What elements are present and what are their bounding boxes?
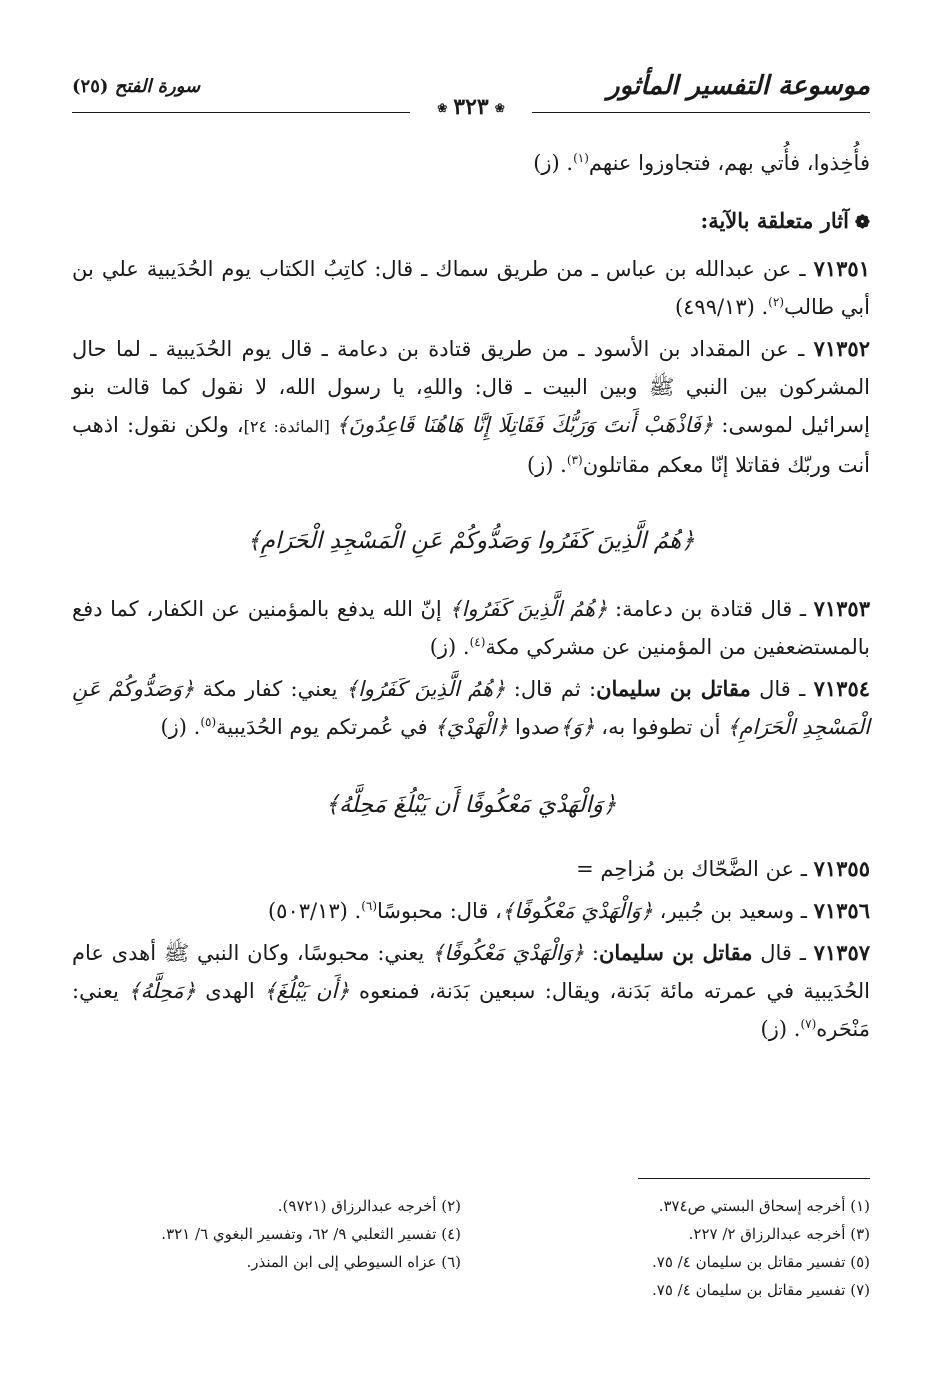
paragraph-tail: . (ز): [533, 151, 574, 175]
paragraph-text: ـ قال: [750, 677, 814, 701]
athar-7356: [72, 892, 870, 930]
athar-number: ٧١٣٥٧: [813, 940, 871, 965]
athar-7353: [72, 590, 870, 666]
footnote-6: (٦) عزاه السيوطي إلى ابن المنذر.: [246, 1253, 461, 1271]
flower-icon: ❁: [854, 212, 870, 233]
body-text: [72, 144, 870, 1048]
footnote-5: (٥) تفسير مقاتل بن سليمان ٤/ ٧٥.: [652, 1253, 870, 1271]
athar-7354: [72, 670, 870, 746]
athar-number: ٧١٣٥٥: [813, 856, 870, 881]
paragraph-text: يعني: كفار مكة: [194, 677, 346, 701]
page-number: [72, 94, 870, 120]
paragraph-text: ـ قال قتادة بن دعامة:: [607, 597, 814, 621]
paragraph-text: ـ عن عبدالله بن عباس ـ من طريق سماك ـ قال: كاتِبُ الكتاب يوم الحُدَيبية علي بن أبي طالب: [72, 257, 870, 319]
paragraph-tail: . (ز): [429, 635, 470, 659]
verse-heading: ﴿وَالْهَدْيَ مَعْكُوفًا أَن يَبْلُغَ مَحِلَّهُ﴾: [325, 792, 617, 818]
paragraph-text: يعني: مَنْحَره: [72, 979, 870, 1041]
quran-quote: ﴿مَحِلَّهُ﴾: [128, 979, 196, 1003]
paragraph-text: ، ولكن نقول: اذهب أنت وربّك فقاتلا إنّا معكم مقاتلون: [72, 413, 870, 477]
quran-quote: ﴿أَن يَبْلُغَ﴾: [264, 979, 350, 1003]
athar-7357: [72, 934, 870, 1048]
quran-quote: ﴿هُمُ الَّذِينَ كَفَرُوا﴾: [345, 677, 506, 701]
athar-7351: [72, 250, 870, 326]
paragraph-text: إنّ الله يدفع بالمؤمنين عن الكفار، كما دفع بالمستضعفين من المؤمنين عن مشركي مكة: [72, 597, 870, 659]
section-heading: [72, 202, 870, 242]
paragraph-text: صدوا: [508, 715, 560, 739]
surah-name: سورة الفتح: [114, 75, 201, 97]
paragraph-text: فأُخِذوا، فأُتي بهم، فتجاوزوا عنهم: [588, 151, 870, 175]
narrator-name: مقاتل بن سليمان: [599, 940, 753, 965]
paragraph-text: ـ عن المقداد بن الأسود ـ من طريق قتادة بن دعامة ـ قال يوم الحُدَيبية ـ لما حال المشركون بين النبي ﷺ وبين البيت ـ قال: واللهِ، يا رسول الله، لا نقول كما قالت بنو إسرائيل لموسى:: [72, 337, 870, 437]
paragraph-tail: . (٤٩٩/١٣): [674, 295, 769, 319]
footnote-2: (٢) أخرجه عبدالرزاق (٩٧٢١).: [277, 1197, 461, 1215]
footnotes: [72, 1192, 870, 1304]
paragraph-text: الهدى: [195, 979, 265, 1003]
footnote-1: (١) أخرجه إسحاق البستي ص٣٧٤.: [658, 1197, 870, 1215]
section-heading-text: آثار متعلقة بالآية:: [700, 208, 849, 233]
footnotes-column-left: [72, 1192, 461, 1304]
header-rule: [72, 94, 870, 120]
footnotes-column-right: [481, 1192, 870, 1304]
paragraph-tail: . (ز): [160, 715, 201, 739]
quran-quote: ﴿وَصَدُّوكُمْ عَنِ الْمَسْجِدِ الْحَرَامِ﴾: [72, 677, 870, 739]
quran-quote: ﴿الْهَدْيَ﴾: [434, 715, 509, 739]
quran-quote: ﴿وَ﴾: [559, 715, 595, 739]
paragraph-text: :: [584, 941, 599, 965]
narrator-name: مقاتل بن سليمان: [596, 676, 751, 701]
athar-number: ٧١٣٥١: [813, 256, 870, 281]
footnote-7: (٧) تفسير مقاتل بن سليمان ٤/ ٧٥.: [652, 1281, 870, 1299]
surah-reference: [المائدة: ٢٤]: [243, 417, 337, 436]
paragraph-text: ـ قال: [752, 941, 814, 965]
continuation-line: [72, 144, 870, 182]
athar-number: ٧١٣٥٦: [813, 898, 870, 923]
ornament-icon: ❀: [437, 101, 448, 115]
footnote-marker[interactable]: (٢): [768, 295, 784, 309]
footnote-marker[interactable]: (٦): [361, 899, 378, 913]
paragraph-text: ، قال: محبوسًا: [377, 899, 502, 923]
paragraph-text: ـ عن الضَّحّاك بن مُزاحِم =: [576, 857, 814, 881]
paragraph-text: أن تطوفوا به،: [594, 715, 728, 739]
athar-number: ٧١٣٥٤: [813, 676, 871, 701]
athar-7355: [72, 850, 870, 888]
footnote-marker[interactable]: (٣): [566, 453, 583, 467]
footnote-separator: [638, 1178, 870, 1179]
paragraph-text: يعني: محبوسًا، وكان النبي ﷺ أهدى عام الحُدَيبية في عمرته مائة بَدَنة، ويقال: سبعين بَدَنة، فمنعوه: [72, 941, 870, 1003]
footnote-marker[interactable]: (٤): [469, 635, 486, 649]
quran-quote: ﴿هُمُ الَّذِينَ كَفَرُوا﴾: [449, 597, 608, 621]
book-title: موسوعة التفسير المأثور: [607, 71, 870, 101]
paragraph-tail: . (٥٠٣/١٣): [267, 899, 362, 923]
quran-quote: ﴿وَالْهَدْيَ مَعْكُوفًا﴾: [501, 899, 653, 923]
paragraph-text: : ثم قال:: [505, 677, 597, 701]
athar-number: ٧١٣٥٢: [813, 336, 870, 361]
paragraph-text: ـ وسعيد بن جُبير،: [652, 899, 814, 923]
verse-heading: ﴿هُمُ الَّذِينَ كَفَرُوا وَصَدُّوكُمْ عَنِ الْمَسْجِدِ الْحَرَامِ﴾: [247, 528, 695, 554]
page-number-value: ٣٢٣: [453, 94, 489, 120]
surah-number: (٢٥): [72, 75, 109, 97]
paragraph-tail: . (ز): [760, 1017, 801, 1041]
footnote-marker[interactable]: (٥): [200, 715, 217, 729]
footnote-marker[interactable]: (٧): [800, 1017, 817, 1031]
athar-7352: [72, 330, 870, 484]
footnote-3: (٣) أخرجه عبدالرزاق ٢/ ٢٢٧.: [688, 1225, 870, 1243]
quran-quote: ﴿فَاذْهَبْ أَنتَ وَرَبُّكَ فَقَاتِلَا إِنَّا هَاهُنَا قَاعِدُونَ﴾: [336, 413, 714, 437]
footnote-marker[interactable]: (١): [573, 151, 589, 165]
paragraph-text: في عُمرتكم يوم الحُدَيبية: [216, 715, 435, 739]
ornament-icon: ❀: [494, 101, 505, 115]
quran-quote: ﴿وَالْهَدْيَ مَعْكُوفًا﴾: [432, 941, 585, 965]
footnote-4: (٤) تفسير الثعلبي ٩/ ٦٢، وتفسير البغوي ٦/ ٣٢١.: [161, 1225, 461, 1243]
athar-number: ٧١٣٥٣: [813, 596, 870, 621]
paragraph-tail: . (ز): [526, 453, 567, 477]
